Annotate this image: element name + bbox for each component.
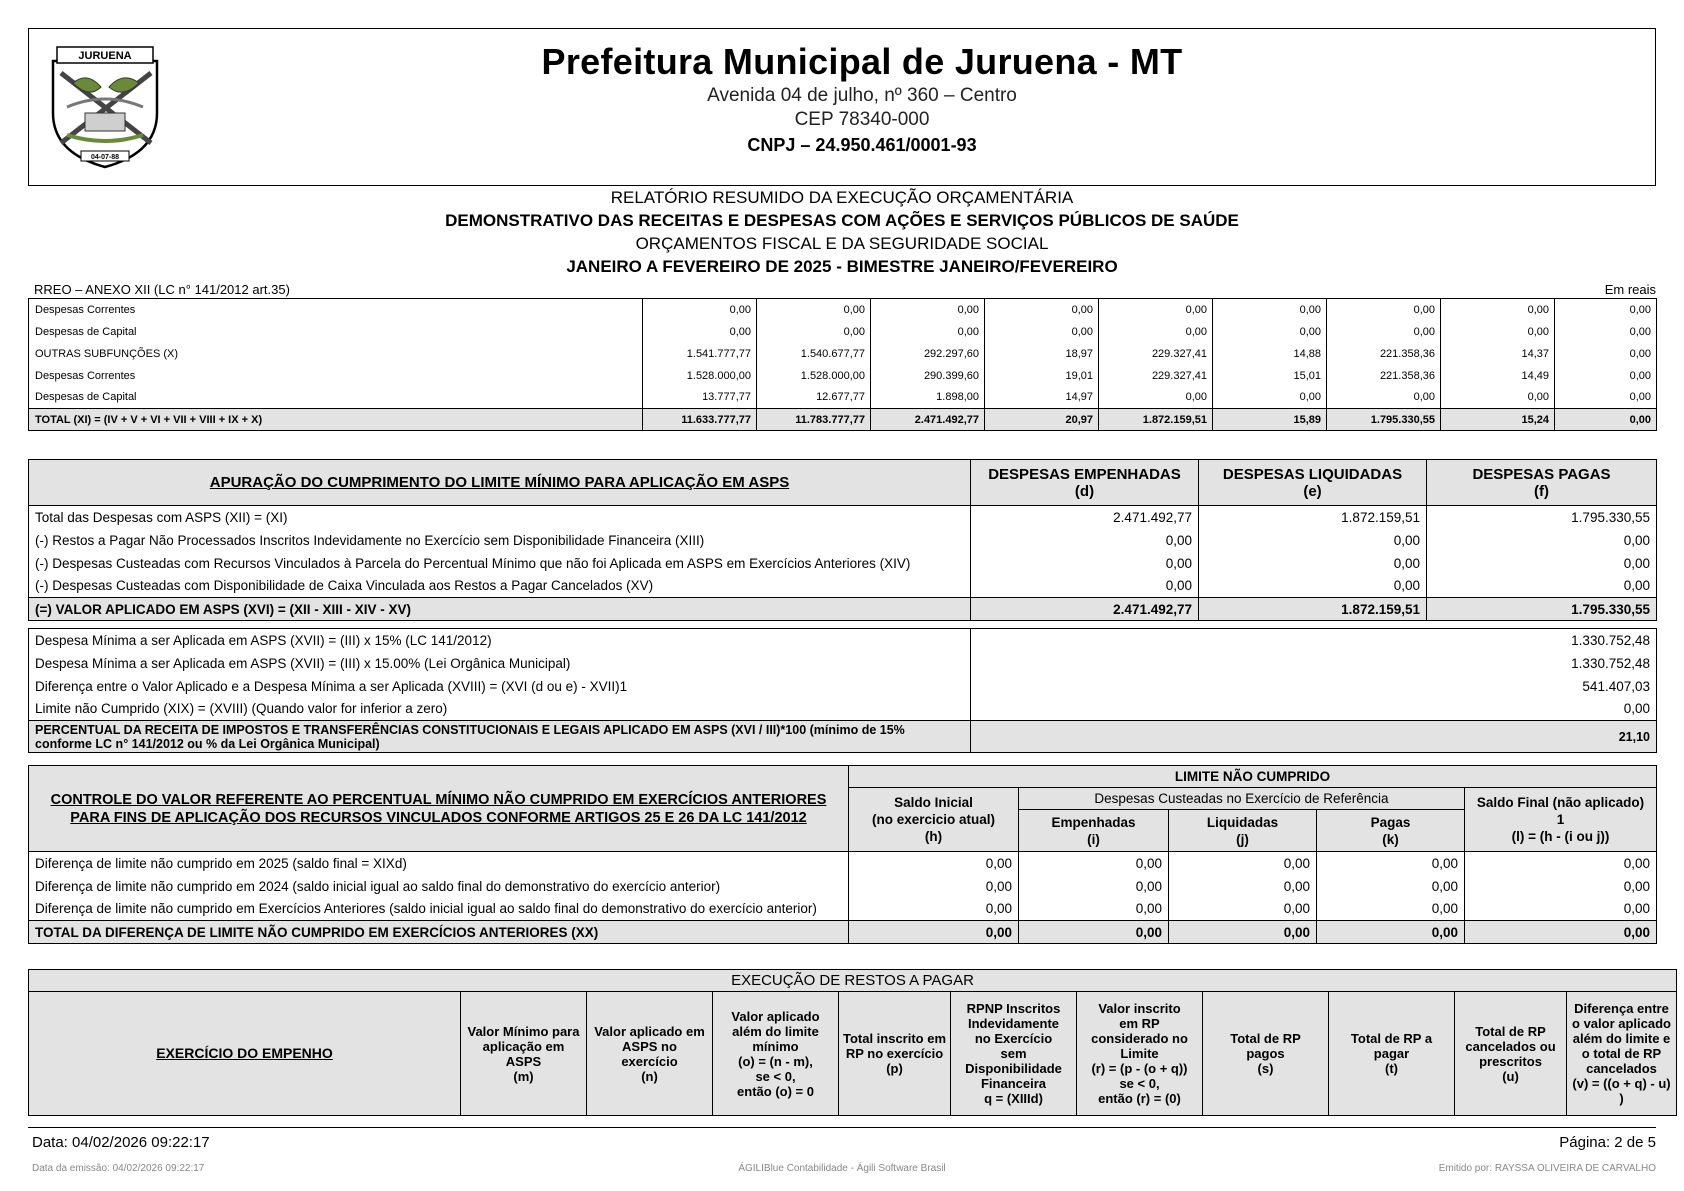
report-title-2: DEMONSTRATIVO DAS RECEITAS E DESPESAS COM AÇÕES E SERVIÇOS PÚBLICOS DE SAÚDE <box>445 211 1239 230</box>
rp-column-header: Total inscrito em RP no exercício (p) <box>839 992 951 1116</box>
rp-column-header: Valor aplicado além do limite mínimo (o) = (n - m), se < 0, então (o) = 0 <box>713 992 839 1116</box>
total-row <box>29 721 1657 753</box>
minimum-total-label: PERCENTUAL DA RECEITA DE IMPOSTOS E TRANSFERÊNCIAS CONSTITUCIONAIS E LEGAIS APLICADO EM ASPS (XVI / III)*100 (mínimo de 15% conforme LC n° 141/2012 ou % da Lei Orgânica Municipal) <box>29 721 971 753</box>
control-value: 0,00 <box>849 875 1019 898</box>
control-total-value: 0,00 <box>1169 921 1317 944</box>
header-saldo-final: Saldo Final (não aplicado) 1 (l) = (h - (i ou j)) <box>1465 788 1657 852</box>
minimum-value: 1.330.752,48 <box>971 629 1657 652</box>
subfunction-value: 1.528.000,00 <box>643 365 757 387</box>
rp-column-header: Valor inscrito em RP considerado no Limite (r) = (p - (o + q)) se < 0, então (r) = (0) <box>1077 992 1203 1116</box>
subfunction-value: 0,00 <box>871 321 985 343</box>
report-period: JANEIRO A FEVEREIRO DE 2025 - BIMESTRE JANEIRO/FEVEREIRO <box>566 257 1118 276</box>
asps-total-label: (=) VALOR APLICADO EM ASPS (XVI) = (XII - XIII - XIV - XV) <box>29 598 971 621</box>
footer-page: Página: 2 de 5 <box>1559 1134 1656 1151</box>
subfunction-value: 14,88 <box>1213 343 1327 365</box>
subfunction-total-value: 15,24 <box>1441 409 1555 431</box>
control-value: 0,00 <box>849 852 1019 875</box>
subfunction-value: 14,49 <box>1441 365 1555 387</box>
asps-value: 0,00 <box>1427 529 1657 552</box>
control-row-label: Diferença de limite não cumprido em 2024 (saldo inicial igual ao saldo final do demonstrativo do exercício anterior) <box>29 875 849 898</box>
asps-total-value: 2.471.492,77 <box>971 598 1199 621</box>
subfunction-value: 0,00 <box>757 299 871 321</box>
asps-row-label: (-) Despesas Custeadas com Disponibilidade de Caixa Vinculada aos Restos a Pagar Cancelados (XV) <box>29 575 971 598</box>
header-despesas-custeadas: Despesas Custeadas no Exercício de Referência <box>1019 788 1465 810</box>
subfunction-value: 0,00 <box>1327 387 1441 409</box>
asps-value: 0,00 <box>1427 575 1657 598</box>
subfunction-total-value: 11.633.777,77 <box>643 409 757 431</box>
subfunction-value: 292.297,60 <box>871 343 985 365</box>
subfunction-value: 0,00 <box>643 321 757 343</box>
subfunction-total-label: TOTAL (XI) = (IV + V + VI + VII + VIII + IX + X) <box>29 409 643 431</box>
unfulfilled-limit-control-table <box>28 765 1657 944</box>
subfunction-value: 0,00 <box>643 299 757 321</box>
rp-column-header: Diferença entre o valor aplicado além do limite e o total de RP cancelados (v) = ((o + q) - u) ) <box>1567 992 1677 1116</box>
minimum-row-label: Limite não Cumprido (XIX) = (XVIII) (Quando valor for inferior a zero) <box>29 698 971 721</box>
subfunction-value: 1.541.777,77 <box>643 343 757 365</box>
subfunction-value: 0,00 <box>1555 299 1657 321</box>
subfunction-row-label: OUTRAS SUBFUNÇÕES (X) <box>29 343 643 365</box>
rp-column-header: Total de RP cancelados ou prescritos (u) <box>1455 992 1567 1116</box>
control-value: 0,00 <box>1317 898 1465 921</box>
header-saldo-inicial: Saldo Inicial (no exercicio atual) (h) <box>849 788 1019 852</box>
control-value: 0,00 <box>1465 875 1657 898</box>
table-row <box>29 506 1657 529</box>
subfunction-value: 221.358,36 <box>1327 365 1441 387</box>
restos-a-pagar-caption: EXECUÇÃO DE RESTOS A PAGAR <box>29 970 1677 992</box>
subfunction-value: 0,00 <box>1213 387 1327 409</box>
subfunction-total-value: 11.783.777,77 <box>757 409 871 431</box>
subfunction-value: 0,00 <box>1099 299 1213 321</box>
asps-value: 0,00 <box>971 552 1199 575</box>
control-value: 0,00 <box>1317 875 1465 898</box>
subfunction-total-value: 1.795.330,55 <box>1327 409 1441 431</box>
total-row <box>29 409 1657 431</box>
subfunction-row-label: Despesas de Capital <box>29 321 643 343</box>
header-exercicio-empenho: EXERCÍCIO DO EMPENHO <box>29 992 461 1116</box>
minimum-value: 541.407,03 <box>971 675 1657 698</box>
subfunction-value: 0,00 <box>1441 387 1555 409</box>
asps-value: 0,00 <box>971 529 1199 552</box>
subfunction-value: 0,00 <box>1441 321 1555 343</box>
subfunction-value: 14,37 <box>1441 343 1555 365</box>
subfunction-row-label: Despesas Correntes <box>29 365 643 387</box>
total-row <box>29 921 1657 944</box>
minimum-total-value: 21,10 <box>971 721 1657 753</box>
table-row <box>29 652 1657 675</box>
asps-value: 0,00 <box>971 575 1199 598</box>
table-row <box>29 575 1657 598</box>
rp-column-header: Total de RP a pagar (t) <box>1329 992 1455 1116</box>
table-row <box>29 675 1657 698</box>
header-box <box>28 28 1656 186</box>
control-row-label: Diferença de limite não cumprido em 2025 (saldo final = XIXd) <box>29 852 849 875</box>
annex-label: RREO – ANEXO XII (LC n° 141/2012 art.35) <box>34 282 290 297</box>
subfunction-total-value: 2.471.492,77 <box>871 409 985 431</box>
subfunction-row-label: Despesas Correntes <box>29 299 643 321</box>
asps-limit-table <box>28 459 1657 621</box>
table-row <box>29 343 1657 365</box>
subfunction-value: 0,00 <box>1555 321 1657 343</box>
total-row <box>29 598 1657 621</box>
subfunction-value: 0,00 <box>1213 321 1327 343</box>
control-value: 0,00 <box>1317 852 1465 875</box>
control-value: 0,00 <box>1465 852 1657 875</box>
minimum-row-label: Despesa Mínima a ser Aplicada em ASPS (XVII) = (III) x 15.00% (Lei Orgânica Municipal) <box>29 652 971 675</box>
table-row <box>29 698 1657 721</box>
header-despesas-liquidadas: DESPESAS LIQUIDADAS (e) <box>1199 460 1427 506</box>
asps-row-label: (-) Restos a Pagar Não Processados Inscritos Indevidamente no Exercício sem Disponibilidade Financeira (XIII) <box>29 529 971 552</box>
subfunction-value: 0,00 <box>1555 343 1657 365</box>
subfunction-total-value: 1.872.159,51 <box>1099 409 1213 431</box>
subfunction-value: 0,00 <box>985 299 1099 321</box>
subfunction-value: 221.358,36 <box>1327 343 1441 365</box>
control-value: 0,00 <box>1465 898 1657 921</box>
rp-column-header: Valor Mínimo para aplicação em ASPS (m) <box>461 992 587 1116</box>
subfunction-value: 19,01 <box>985 365 1099 387</box>
control-value: 0,00 <box>1169 875 1317 898</box>
subfunction-value: 0,00 <box>1213 299 1327 321</box>
header-text <box>29 39 1655 156</box>
footer-software: ÁGILIBlue Contabilidade - Ágili Software Brasil <box>738 1163 946 1174</box>
control-total-value: 0,00 <box>849 921 1019 944</box>
header-despesas-empenhadas: DESPESAS EMPENHADAS (d) <box>971 460 1199 506</box>
table-row <box>29 552 1657 575</box>
subfunction-value: 0,00 <box>985 321 1099 343</box>
footer-date: Data: 04/02/2026 09:22:17 <box>32 1134 210 1151</box>
unit-label: Em reais <box>1604 282 1656 297</box>
control-total-value: 0,00 <box>1019 921 1169 944</box>
control-value: 0,00 <box>1019 852 1169 875</box>
subfunction-value: 290.399,60 <box>871 365 985 387</box>
minimum-value: 1.330.752,48 <box>971 652 1657 675</box>
minimum-row-label: Diferença entre o Valor Aplicado e a Despesa Mínima a ser Aplicada (XVIII) = (XVI (d ou e) - XVII)1 <box>29 675 971 698</box>
subfunction-value: 15,01 <box>1213 365 1327 387</box>
asps-value: 0,00 <box>1199 529 1427 552</box>
table-row <box>29 852 1657 875</box>
footer-divider <box>28 1127 1656 1128</box>
header-liquidadas: Liquidadas (j) <box>1169 810 1317 852</box>
control-value: 0,00 <box>1019 898 1169 921</box>
footer-user: Emitido por: RAYSSA OLIVEIRA DE CARVALHO <box>1438 1163 1656 1174</box>
subfunction-value: 0,00 <box>871 299 985 321</box>
seal-text: JURUENA <box>78 50 132 62</box>
control-total-value: 0,00 <box>1465 921 1657 944</box>
address: Avenida 04 de julho, nº 360 – Centro <box>707 85 1017 106</box>
subfunction-value: 1.540.677,77 <box>757 343 871 365</box>
control-total-value: 0,00 <box>1317 921 1465 944</box>
subfunction-value: 0,00 <box>1099 387 1213 409</box>
asps-value: 1.872.159,51 <box>1199 506 1427 529</box>
report-title-3: ORÇAMENTOS FISCAL E DA SEGURIDADE SOCIAL <box>635 234 1049 253</box>
control-value: 0,00 <box>1169 852 1317 875</box>
header-despesas-pagas: DESPESAS PAGAS (f) <box>1427 460 1657 506</box>
subfunction-value: 14,97 <box>985 387 1099 409</box>
subfunction-value: 0,00 <box>1555 365 1657 387</box>
asps-value: 2.471.492,77 <box>971 506 1199 529</box>
rp-column-header: Total de RP pagos (s) <box>1203 992 1329 1116</box>
minimum-expense-table <box>28 628 1657 753</box>
subfunction-value: 0,00 <box>1441 299 1555 321</box>
minimum-row-label: Despesa Mínima a ser Aplicada em ASPS (XVII) = (III) x 15% (LC 141/2012) <box>29 629 971 652</box>
control-header: CONTROLE DO VALOR REFERENTE AO PERCENTUAL MÍNIMO NÃO CUMPRIDO EM EXERCÍCIOS ANTERIORES PARA FINS DE APLICAÇÃO DOS RECURSOS VINCULADOS CONFORME ARTIGOS 25 E 26 DA LC 141/2012 <box>29 766 849 852</box>
cep: CEP 78340-000 <box>794 109 930 130</box>
rp-column-header: RPNP Inscritos Indevidamente no Exercício sem Disponibilidade Financeira q = (XIIId) <box>951 992 1077 1116</box>
asps-value: 1.795.330,55 <box>1427 506 1657 529</box>
table-row <box>29 875 1657 898</box>
subfunction-total-value: 15,89 <box>1213 409 1327 431</box>
table-row <box>29 299 1657 321</box>
control-row-label: Diferença de limite não cumprido em Exercícios Anteriores (saldo inicial igual ao saldo final do demonstrativo do exercício anterior) <box>29 898 849 921</box>
subfunction-total-value: 0,00 <box>1555 409 1657 431</box>
header-pagas: Pagas (k) <box>1317 810 1465 852</box>
asps-value: 0,00 <box>1199 575 1427 598</box>
footer-emission: Data da emissão: 04/02/2026 09:22:17 <box>32 1163 205 1174</box>
asps-limit-header: APURAÇÃO DO CUMPRIMENTO DO LIMITE MÍNIMO PARA APLICAÇÃO EM ASPS <box>29 460 971 506</box>
control-value: 0,00 <box>849 898 1019 921</box>
table-row <box>29 365 1657 387</box>
table-row <box>29 898 1657 921</box>
subfunction-total-value: 20,97 <box>985 409 1099 431</box>
subfunction-value: 1.898,00 <box>871 387 985 409</box>
table-row <box>29 529 1657 552</box>
subfunction-value: 1.528.000,00 <box>757 365 871 387</box>
subfunction-value: 18,97 <box>985 343 1099 365</box>
subfunction-value: 229.327,41 <box>1099 343 1213 365</box>
subfunction-value: 13.777,77 <box>643 387 757 409</box>
table-row <box>29 321 1657 343</box>
table-row <box>29 387 1657 409</box>
subfunction-value: 229.327,41 <box>1099 365 1213 387</box>
subfunction-value: 0,00 <box>1327 321 1441 343</box>
asps-value: 0,00 <box>1199 552 1427 575</box>
control-value: 0,00 <box>1019 875 1169 898</box>
table-row <box>29 629 1657 652</box>
subfunction-value: 0,00 <box>1099 321 1213 343</box>
subfunction-value: 12.677,77 <box>757 387 871 409</box>
asps-total-value: 1.872.159,51 <box>1199 598 1427 621</box>
seal-date: 04-07-88 <box>90 154 120 161</box>
asps-row-label: (-) Despesas Custeadas com Recursos Vinculados à Parcela do Percentual Mínimo que não foi Aplicada em ASPS em Exercícios Anteriores (XIV) <box>29 552 971 575</box>
subfunction-value: 0,00 <box>1555 387 1657 409</box>
header-limite-nao-cumprido: LIMITE NÃO CUMPRIDO <box>849 766 1657 788</box>
rp-column-header: Valor aplicado em ASPS no exercício (n) <box>587 992 713 1116</box>
header-empenhadas: Empenhadas (i) <box>1019 810 1169 852</box>
expenses-subfunction-table <box>28 298 1657 431</box>
page-title: Prefeitura Municipal de Juruena - MT <box>541 41 1183 82</box>
asps-value: 0,00 <box>1427 552 1657 575</box>
subfunction-value: 0,00 <box>757 321 871 343</box>
control-value: 0,00 <box>1169 898 1317 921</box>
asps-total-value: 1.795.330,55 <box>1427 598 1657 621</box>
report-title-1: RELATÓRIO RESUMIDO DA EXECUÇÃO ORÇAMENTÁRIA <box>610 188 1074 207</box>
asps-row-label: Total das Despesas com ASPS (XII) = (XI) <box>29 506 971 529</box>
subfunction-value: 0,00 <box>1327 299 1441 321</box>
control-total-label: TOTAL DA DIFERENÇA DE LIMITE NÃO CUMPRIDO EM EXERCÍCIOS ANTERIORES (XX) <box>29 921 849 944</box>
minimum-value: 0,00 <box>971 698 1657 721</box>
restos-a-pagar-table <box>28 969 1677 1116</box>
subfunction-row-label: Despesas de Capital <box>29 387 643 409</box>
cnpj: CNPJ – 24.950.461/0001-93 <box>747 135 977 155</box>
